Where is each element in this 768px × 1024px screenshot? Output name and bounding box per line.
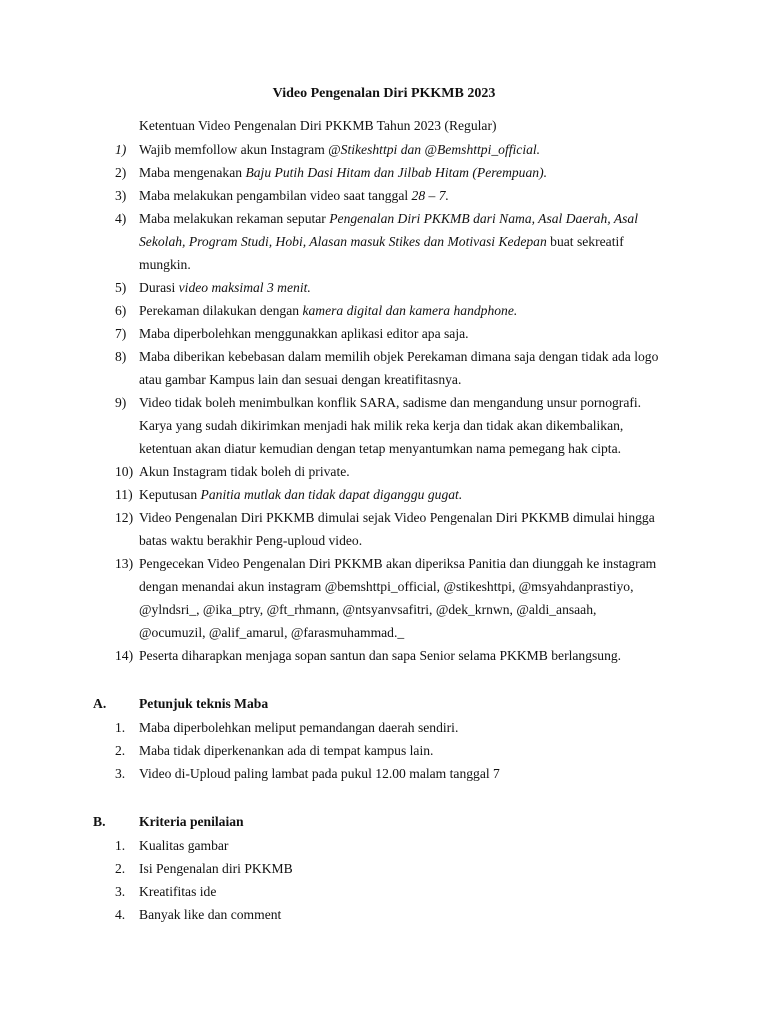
rule-item [0, 138, 768, 161]
item-number: 3. [115, 766, 126, 781]
section-b-title: Kriteria penilaian [139, 814, 244, 829]
rule-number: 2) [115, 165, 127, 180]
rule-item [0, 299, 768, 322]
rule-text-part: Akun Instagram tidak boleh di private. [139, 464, 350, 479]
rule-number: 12) [115, 510, 134, 525]
rule-item [0, 460, 768, 483]
section-a-heading [0, 693, 768, 715]
rule-text-part: Pengecekan Video Pengenalan Diri PKKMB akan diperiksa Panitia dan diunggah ke instagram dengan menandai akun instagram @bemshttpi_official, @stikeshttpi, @msyahdanprastiyo, @ylndsri_, @ika_ptry, @ft_rhmann, @ntsyanvsafitri, @dek_krnwn, @aldi_ansaah, @ocumuzil, @alif_amarul, @farasmuhammad._ [139, 556, 657, 640]
rule-item [0, 276, 768, 299]
section-a-item [0, 762, 768, 785]
item-text: Maba diperbolehkan meliput pemandangan daerah sendiri. [139, 720, 459, 735]
intro-text: Ketentuan Video Pengenalan Diri PKKMB Tahun 2023 (Regular) [139, 118, 497, 133]
section-b-list [0, 834, 768, 926]
rule-number: 1) [115, 142, 127, 157]
rule-text-italic: video maksimal 3 menit. [178, 280, 311, 295]
rule-text-italic: @Stikeshttpi dan @Bemshttpi_official. [328, 142, 541, 157]
item-text: Maba tidak diperkenankan ada di tempat kampus lain. [139, 743, 434, 758]
rule-text [139, 138, 664, 161]
rule-text-part: Keputusan [139, 487, 201, 502]
rule-text-part: Maba mengenakan [139, 165, 246, 180]
rule-number: 7) [115, 326, 127, 341]
rule-number: 13) [115, 556, 134, 571]
section-b-item [0, 857, 768, 880]
rule-text [139, 506, 664, 552]
rule-number: 10) [115, 464, 134, 479]
item-text: Kualitas gambar [139, 838, 229, 853]
rule-text [139, 161, 664, 184]
item-number: 2. [115, 861, 126, 876]
rule-text-italic: Panitia mutlak dan tidak dapat diganggu gugat. [200, 487, 463, 502]
section-b-letter: B. [93, 814, 106, 829]
rule-text-part: Maba diperbolehkan menggunakkan aplikasi editor apa saja. [139, 326, 469, 341]
rule-text-italic: 28 – 7. [411, 188, 449, 203]
rule-item [0, 322, 768, 345]
rule-text [139, 552, 664, 644]
rule-text [139, 184, 664, 207]
rule-text [139, 460, 664, 483]
section-a-item [0, 716, 768, 739]
rule-number: 11) [115, 487, 133, 502]
section-a-list [0, 716, 768, 785]
section-b-item [0, 834, 768, 857]
rule-text [139, 483, 664, 506]
item-number: 1. [115, 720, 126, 735]
item-text: Kreatifitas ide [139, 884, 217, 899]
section-b-item [0, 903, 768, 926]
rule-text-italic: Pengenalan Diri PKKMB dari Nama, Asal Daerah, Asal Sekolah, Program Studi, Hobi, Alasan masuk Stikes dan Motivasi Kedepan [139, 211, 638, 249]
rule-text [139, 391, 664, 460]
rule-text-part: Perekaman dilakukan dengan [139, 303, 303, 318]
rule-text-italic: Baju Putih Dasi Hitam dan Jilbab Hitam (Perempuan). [245, 165, 547, 180]
rule-text [139, 644, 664, 667]
rule-text-part: buat sekreatif mungkin. [139, 234, 624, 272]
rule-text [139, 299, 664, 322]
rule-item [0, 161, 768, 184]
section-a-title: Petunjuk teknis Maba [139, 696, 269, 711]
rule-text [139, 276, 664, 299]
rule-item [0, 552, 768, 644]
item-number: 2. [115, 743, 126, 758]
rule-item [0, 391, 768, 460]
rule-number: 4) [115, 211, 127, 226]
rule-text-part: Peserta diharapkan menjaga sopan santun dan sapa Senior selama PKKMB berlangsung. [139, 648, 622, 663]
rule-item [0, 207, 768, 276]
rule-text-part: Video tidak boleh menimbulkan konflik SARA, sadisme dan mengandung unsur pornografi. Karya yang sudah dikirimkan menjadi hak milik reka kerja dan tidak akan dikembalikan, ketentuan akan diatur kemudian dengan tetap menyantumkan nama pemegang hak cipta. [139, 395, 642, 456]
rule-item [0, 644, 768, 667]
rule-number: 9) [115, 395, 127, 410]
rule-number: 3) [115, 188, 127, 203]
document-title: Video Pengenalan Diri PKKMB 2023 [272, 86, 496, 101]
rule-text-part: Maba melakukan rekaman seputar [139, 211, 330, 226]
item-number: 3. [115, 884, 126, 899]
item-text: Banyak like dan comment [139, 907, 282, 922]
rule-number: 6) [115, 303, 127, 318]
rule-item [0, 184, 768, 207]
rule-text [139, 322, 664, 345]
rule-text [139, 345, 664, 391]
section-a-letter: A. [93, 696, 107, 711]
item-text: Isi Pengenalan diri PKKMB [139, 861, 293, 876]
rule-text [139, 207, 664, 276]
section-b-item [0, 880, 768, 903]
rule-number: 8) [115, 349, 127, 364]
item-text: Video di-Uploud paling lambat pada pukul 12.00 malam tanggal 7 [139, 766, 500, 781]
item-number: 4. [115, 907, 126, 922]
rule-item [0, 483, 768, 506]
item-number: 1. [115, 838, 126, 853]
rule-text-part: Video Pengenalan Diri PKKMB dimulai sejak Video Pengenalan Diri PKKMB dimulai hingga batas waktu berakhir Peng-uploud video. [139, 510, 655, 548]
rule-text-italic: kamera digital dan kamera handphone. [302, 303, 518, 318]
section-b-heading [0, 811, 768, 833]
rules-list [0, 138, 768, 667]
rule-text-part: Maba melakukan pengambilan video saat tanggal [139, 188, 412, 203]
rule-item [0, 345, 768, 391]
rule-text-part: Durasi [139, 280, 179, 295]
section-a-item [0, 739, 768, 762]
rule-text-part: Maba diberikan kebebasan dalam memilih objek Perekaman dimana saja dengan tidak ada logo atau gambar Kampus lain dan sesuai dengan kreatifitasnya. [139, 349, 659, 387]
rule-number: 14) [115, 648, 134, 663]
rule-text-part: Wajib memfollow akun Instagram [139, 142, 329, 157]
rule-number: 5) [115, 280, 127, 295]
rule-item [0, 506, 768, 552]
